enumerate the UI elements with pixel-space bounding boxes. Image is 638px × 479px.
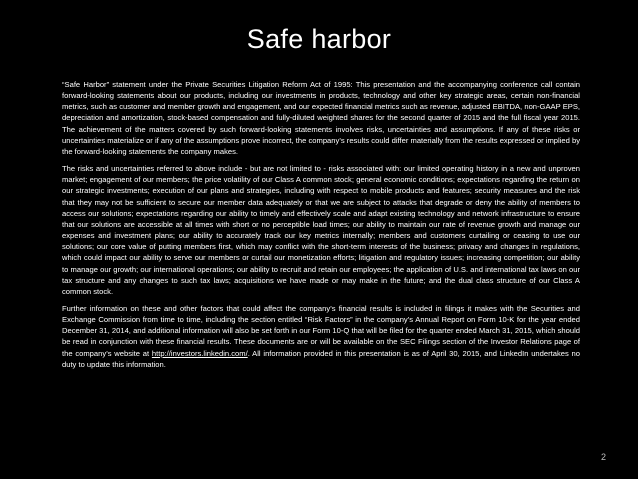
paragraph-3-text-after-link: . All information provided in this presentation is as of April 30, 2015, and LinkedIn undertakes no duty to update this information. xyxy=(62,348,580,369)
paragraph-safe-harbor-statement: “Safe Harbor” statement under the Private Securities Litigation Reform Act of 1995: This presentation and the accompanying conference call contain forward-looking statements about our products, including our investments in products, technology and other key strategic areas, certain non-financial metrics, such as customer and member growth and engagement, and our expected financial metrics such as revenue, adjusted EBITDA, non-GAAP EPS, depreciation and amortization, stock-based compensation and fully-diluted weighted shares for the second quarter of 2015 and the full fiscal year 2015. The achievement of the matters covered by such forward-looking statements involves risks, uncertainties and assumptions. If any of these risks or uncertainties materialize or if any of the assumptions prove incorrect, the company’s results could differ materially from the results expressed or implied by the forward-looking statements the company makes. xyxy=(62,80,580,156)
paragraph-further-information xyxy=(62,303,580,370)
slide-title: Safe harbor xyxy=(246,24,392,54)
paragraph-3-text-before-link: Further information on these and other factors that could affect the company’s financial results is included in filings it makes with the Securities and Exchange Commission from time to time, including the section entitled “Risk Factors” in the company’s Annual Report on Form 10-K for the year ended December 31, 2014, and additional information will also be set forth in our Form 10-Q that will be filed for the quarter ended March 31, 2015, which should be read in conjunction with these financial results. These documents are or will be available on the SEC Filings section of the Investor Relations page of the company’s website at xyxy=(62,303,580,358)
investor-relations-link[interactable]: http://investors.linkedin.com/ xyxy=(151,348,248,358)
body-text xyxy=(62,79,580,376)
paragraph-risks-and-uncertainties: The risks and uncertainties referred to above include - but are not limited to - risks associated with: our limited operating history in a new and unproven market; engagement of our members; the price volatility of our Class A common stock; general economic conditions; expectations regarding the return on our strategic investments; execution of our plans and strategies, including with respect to mobile products and features; security measures and the risk that they may not be sufficient to secure our member data adequately or that we are subject to attacks that degrade or deny the ability of members to access our solutions; expectations regarding our ability to timely and effectively scale and adapt existing technology and network infrastructure to ensure that our solutions are accessible at all times with short or no perceptible load times; our ability to maintain our rate of revenue growth and manage our expenses and investment plans; our ability to accurately track our key metrics internally; members and customers curtailing or ceasing to use our solutions; our core value of putting members first, which may conflict with the short-term interests of the business; privacy and changes in regulations, which could impact our ability to serve our members or curtail our monetization efforts; litigation and regulatory issues; increasing competition; our ability to manage our growth; our international operations; our ability to recruit and retain our employees; the application of U.S. and international tax laws on our tax structure and any changes to such tax laws; acquisitions we have made or may make in the future; and the dual class structure of our Class A common stock. xyxy=(62,164,580,296)
page-number: 2 xyxy=(600,452,606,462)
